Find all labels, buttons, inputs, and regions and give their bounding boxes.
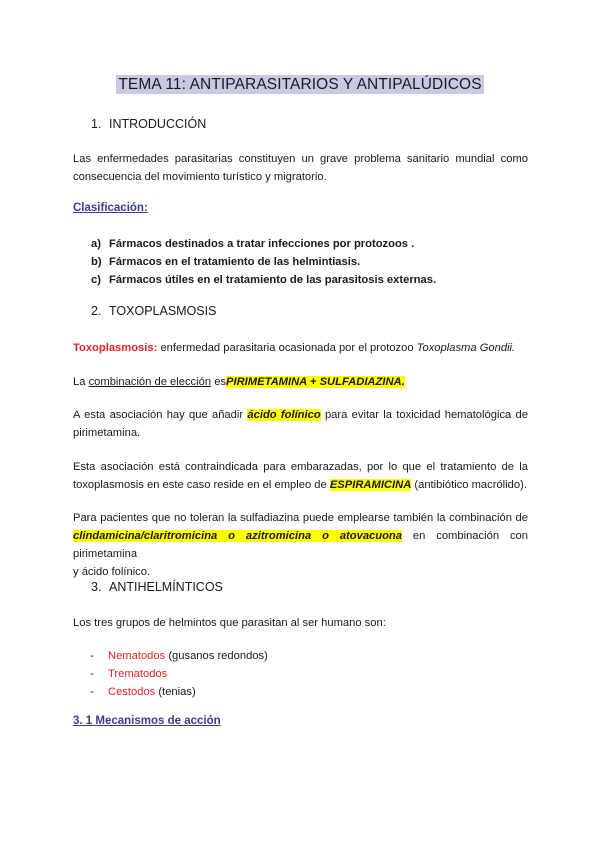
alt-post: en combinación con pirimetamina xyxy=(73,530,528,560)
group-note: (gusanos redondos) xyxy=(165,650,268,662)
title-highlight: TEMA 11: ANTIPARASITARIOS Y ANTIPALÚDICOS xyxy=(118,76,482,93)
list-item xyxy=(91,235,436,253)
section-heading-introduccion xyxy=(91,117,206,131)
toxo-folic xyxy=(73,406,528,442)
comb-mid: es xyxy=(211,376,227,388)
preg-line-1: Esta asociación está contraindicada para embarazadas, por lo que el tratamiento de la xyxy=(73,461,528,473)
section-title: TOXOPLASMOSIS xyxy=(109,304,217,318)
section-number: 2. xyxy=(91,304,102,318)
list-marker: - xyxy=(90,668,94,680)
comb-highlight: PIRIMETAMINA + SULFADIAZINA. xyxy=(226,376,405,388)
section-number: 3. xyxy=(91,580,102,594)
alt-line-3: y ácido folínico. xyxy=(73,566,151,578)
list-item xyxy=(91,253,436,271)
toxo-term: Toxoplasmosis: xyxy=(73,342,158,354)
section-title: INTRODUCCIÓN xyxy=(109,117,207,131)
group-name: Cestodos xyxy=(108,686,156,698)
list-item xyxy=(91,271,436,289)
list-marker: a) xyxy=(91,238,101,250)
toxo-combination xyxy=(73,373,528,391)
section-number: 1. xyxy=(91,117,102,131)
group-name: Trematodos xyxy=(108,668,168,680)
list-item xyxy=(90,683,268,701)
list-marker: c) xyxy=(91,274,101,286)
toxo-alternatives xyxy=(73,509,528,581)
list-item xyxy=(90,665,268,683)
list-item-text: Fármacos en el tratamiento de las helmintiasis. xyxy=(109,256,361,268)
preg-highlight: ESPIRAMICINA xyxy=(329,479,412,491)
folic-line-2: pirimetamina. xyxy=(73,427,141,439)
folic-highlight: ácido folínico xyxy=(247,409,321,421)
clasificacion-list xyxy=(91,235,436,289)
group-note: (tenias) xyxy=(155,686,196,698)
clasificacion-heading: Clasificación: xyxy=(73,202,148,214)
section-heading-antihelminticos xyxy=(91,580,223,594)
list-item-text: Fármacos destinados a tratar infecciones por protozoos . xyxy=(109,238,415,250)
alt-highlight: clindamicina/claritromicina o azitromicina o atovacuona xyxy=(73,530,402,542)
list-marker: - xyxy=(90,686,94,698)
list-marker: - xyxy=(90,650,94,662)
toxo-definition xyxy=(73,339,528,357)
intro-line-1: Las enfermedades parasitarias constituyen un grave problema sanitario mundial como xyxy=(73,153,528,165)
folic-pre: A esta asociación hay que añadir xyxy=(73,409,248,421)
intro-paragraph xyxy=(73,150,528,186)
section-title: ANTIHELMÍNTICOS xyxy=(109,580,223,594)
list-item xyxy=(90,647,268,665)
list-item-text: Fármacos útiles en el tratamiento de las parasitosis externas. xyxy=(109,274,437,286)
helmintos-intro: Los tres grupos de helmintos que parasitan al ser humano son: xyxy=(73,617,386,629)
preg-pre: toxoplasmosis en este caso reside en el empleo de xyxy=(73,479,330,491)
intro-line-2: consecuencia del movimiento turístico y migratorio. xyxy=(73,171,327,183)
group-name: Nematodos xyxy=(108,650,166,662)
alt-line-1: Para pacientes que no toleran la sulfadiazina puede emplearse también la combinación de xyxy=(73,512,528,524)
comb-underline: combinación de elección xyxy=(88,376,212,388)
toxo-pregnancy xyxy=(73,458,528,494)
helmintos-list xyxy=(90,647,268,701)
comb-pre: La xyxy=(73,376,89,388)
preg-post: (antibiótico macrólido). xyxy=(411,479,527,491)
mecanismos-heading: 3. 1 Mecanismos de acción xyxy=(73,715,221,727)
preg-line-2 xyxy=(73,476,528,494)
alt-line-2 xyxy=(73,527,528,563)
toxo-species: Toxoplasma Gondii. xyxy=(416,342,516,354)
list-marker: b) xyxy=(91,256,102,268)
folic-post: para evitar la toxicidad hematológica de xyxy=(320,409,528,421)
folic-line-1 xyxy=(73,406,528,424)
toxo-def-text: enfermedad parasitaria ocasionada por el protozoo xyxy=(157,342,417,354)
section-heading-toxoplasmosis xyxy=(91,304,216,318)
page-title xyxy=(0,76,600,94)
